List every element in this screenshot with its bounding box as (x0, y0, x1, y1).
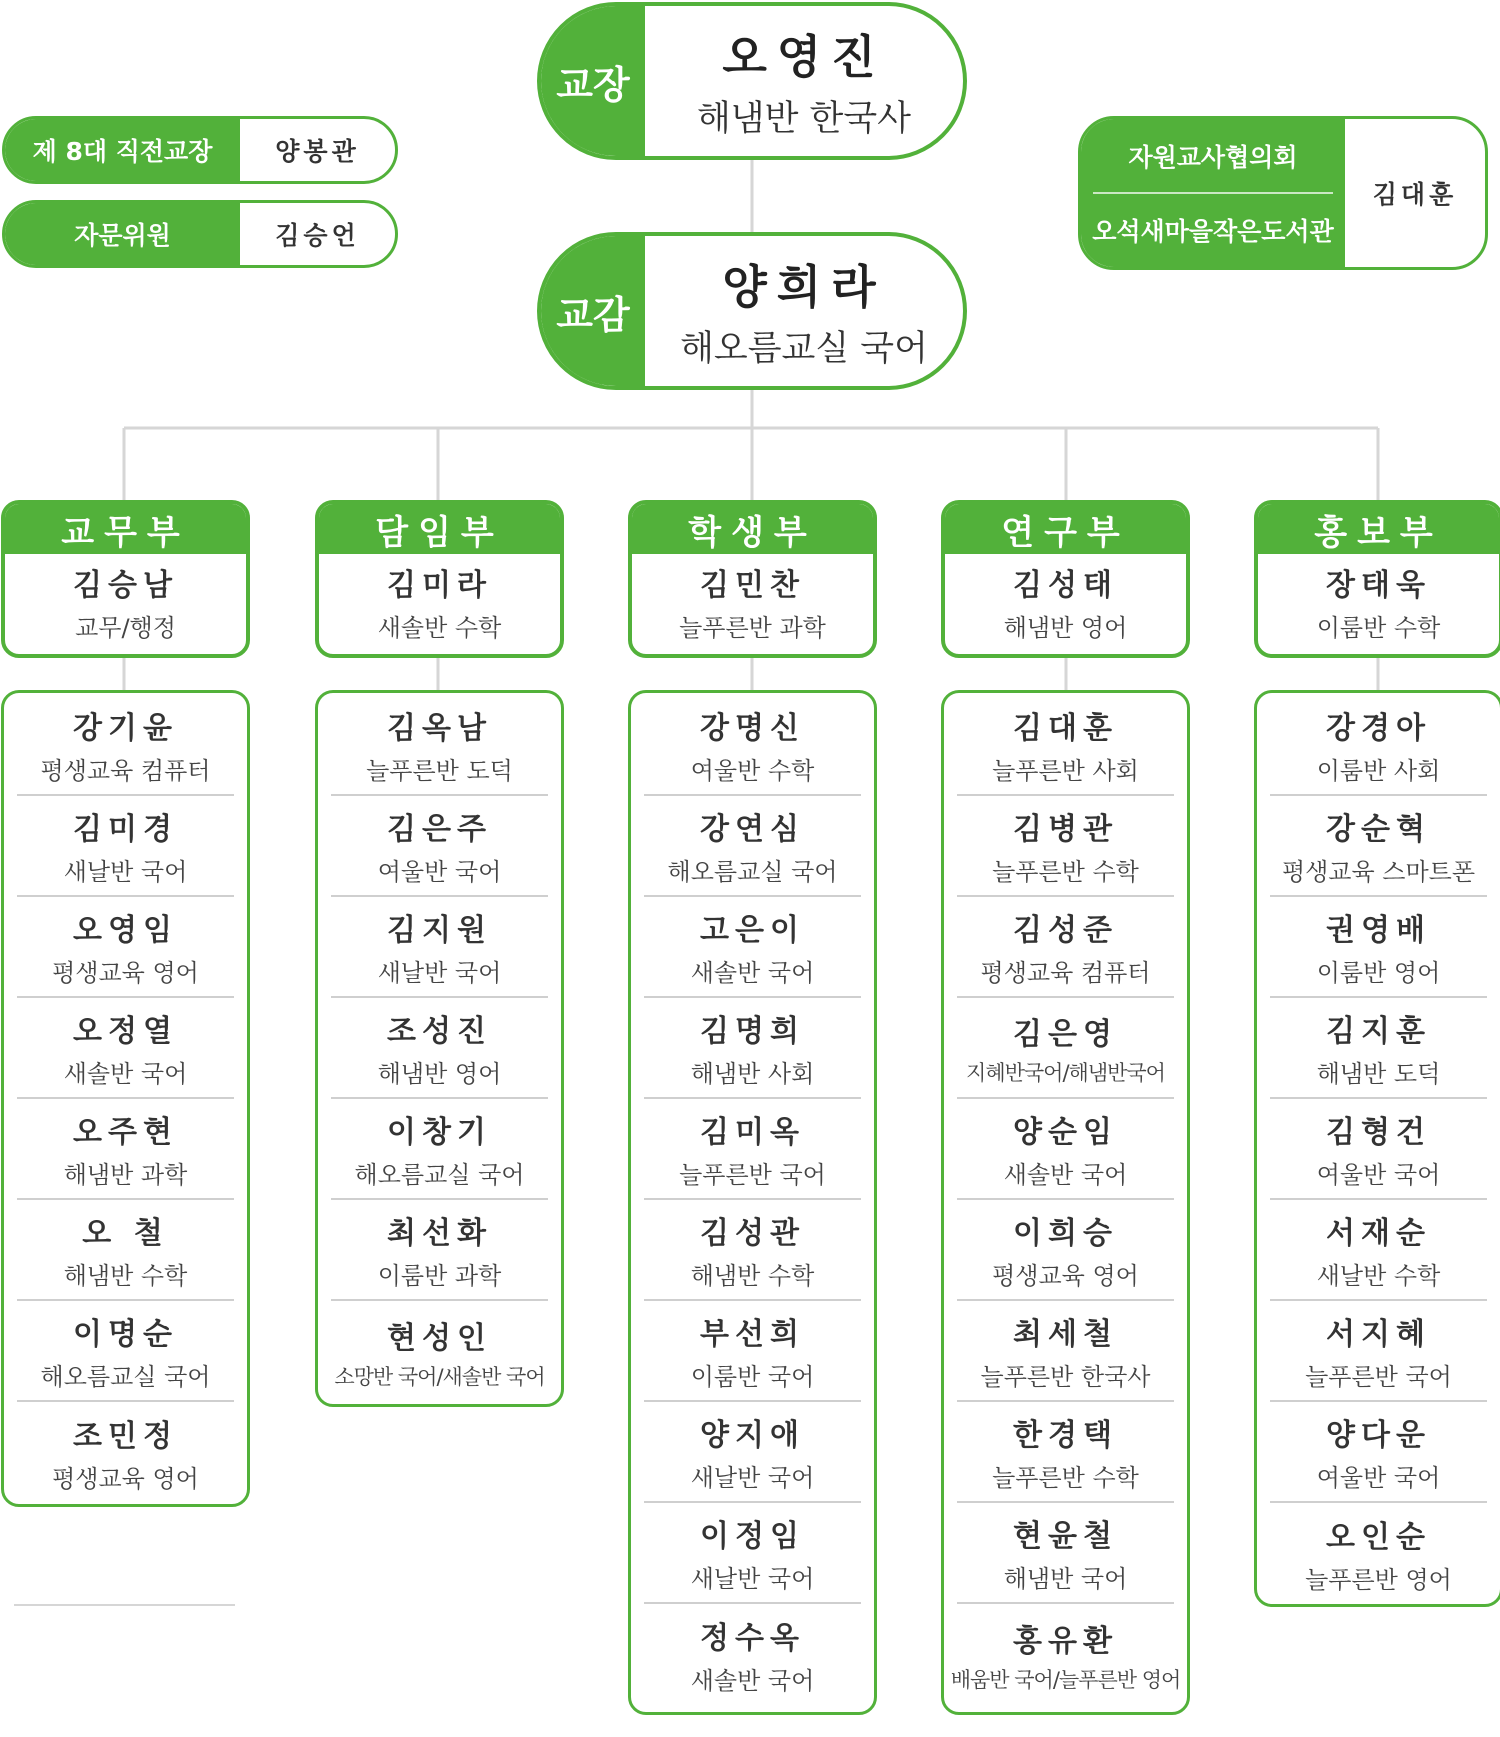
former-principal-box (2, 116, 398, 184)
dept-head-role: 이룸반 수학 (1316, 614, 1441, 642)
list-item (957, 897, 1174, 998)
member-name: 정수옥 (700, 1621, 805, 1656)
member-name: 김지훈 (1326, 1014, 1431, 1049)
list-item (644, 998, 861, 1099)
member-name: 오 철 (82, 1216, 169, 1251)
advisor-name: 김승언 (275, 221, 360, 250)
list-item (644, 897, 861, 998)
list-item (17, 1200, 234, 1301)
member-name: 이창기 (387, 1115, 492, 1150)
member-role: 평생교육 컴퓨터 (40, 757, 211, 785)
list-item (644, 695, 861, 796)
member-name: 오주현 (73, 1115, 178, 1150)
list-item (957, 1301, 1174, 1402)
list-item (644, 1200, 861, 1301)
dept-title: 교무부 (5, 504, 246, 554)
dept-head-name: 김승남 (73, 568, 178, 603)
list-item (331, 1200, 548, 1301)
member-role: 여울반 국어 (377, 858, 502, 886)
dept-head-name: 장태욱 (1326, 568, 1431, 603)
member-role: 해오름교실 국어 (667, 858, 838, 886)
member-role: 해냄반 수학 (63, 1262, 188, 1290)
member-role: 평생교육 영어 (992, 1262, 1139, 1290)
member-name: 김은영 (1013, 1016, 1118, 1052)
member-name: 이희승 (1013, 1216, 1118, 1251)
list-item (957, 796, 1174, 897)
council-box (1078, 116, 1488, 270)
member-name: 최세철 (1013, 1317, 1118, 1352)
vice-principal-box (537, 232, 967, 390)
list-item (957, 1402, 1174, 1503)
member-role: 해냄반 도덕 (1316, 1060, 1441, 1088)
member-role: 늘푸른반 영어 (1305, 1566, 1452, 1594)
member-name: 현윤철 (1013, 1519, 1118, 1554)
list-item (331, 695, 548, 796)
dept-title: 홍보부 (1258, 504, 1499, 554)
vice-principal-name: 양희라 (722, 260, 886, 314)
list-item (644, 1099, 861, 1200)
dept-members-list (628, 690, 877, 1715)
list-item (17, 1301, 234, 1402)
member-name: 김옥남 (387, 711, 492, 746)
member-name: 강경아 (1326, 711, 1431, 746)
list-item (331, 1099, 548, 1200)
member-name: 김명희 (700, 1014, 805, 1049)
list-item (1270, 998, 1487, 1099)
list-item (17, 998, 234, 1099)
dept-head-box (941, 500, 1190, 658)
member-name: 강명신 (700, 711, 805, 746)
member-name: 현성인 (387, 1320, 492, 1356)
member-name: 이명순 (73, 1317, 178, 1352)
list-item (957, 1099, 1174, 1200)
member-role: 이룸반 국어 (690, 1363, 815, 1391)
member-role: 평생교육 영어 (52, 959, 199, 987)
dept-title: 담임부 (319, 504, 560, 554)
council-label-1: 자원교사협의회 (1128, 143, 1298, 172)
list-item (17, 1402, 234, 1503)
member-role: 이룸반 영어 (1316, 959, 1441, 987)
member-name: 서지혜 (1326, 1317, 1431, 1352)
member-role: 새날반 국어 (63, 858, 188, 886)
advisor-box (2, 200, 398, 268)
former-principal-name: 양봉관 (275, 137, 360, 166)
member-role: 평생교육 영어 (52, 1465, 199, 1493)
dept-title: 연구부 (945, 504, 1186, 554)
member-name: 한경택 (1013, 1418, 1118, 1453)
member-name: 강연심 (700, 812, 805, 847)
list-item (644, 796, 861, 897)
member-role: 여울반 국어 (1316, 1464, 1441, 1492)
member-role: 늘푸른반 수학 (992, 858, 1139, 886)
member-name: 김성준 (1013, 913, 1118, 948)
member-role: 늘푸른반 국어 (679, 1161, 826, 1189)
member-role: 새날반 국어 (377, 959, 502, 987)
dept-head-role: 새솔반 수학 (377, 614, 502, 642)
member-name: 조민정 (73, 1419, 178, 1454)
member-role: 새날반 수학 (1316, 1262, 1441, 1290)
dept-members-list (1, 690, 250, 1507)
dept-head-name: 김성태 (1013, 568, 1118, 603)
member-role: 새솔반 국어 (1003, 1161, 1128, 1189)
dept-head-role: 해냄반 영어 (1003, 614, 1128, 642)
member-name: 김형건 (1326, 1115, 1431, 1150)
list-item (1270, 796, 1487, 897)
vice-principal-tag: 교감 (541, 236, 645, 386)
member-role: 늘푸른반 한국사 (980, 1363, 1151, 1391)
member-name: 양지애 (700, 1418, 805, 1453)
member-role: 여울반 수학 (690, 757, 815, 785)
list-item (331, 796, 548, 897)
member-role: 새날반 국어 (690, 1565, 815, 1593)
list-item (644, 1604, 861, 1705)
member-name: 최선화 (387, 1216, 492, 1251)
member-role: 해냄반 수학 (690, 1262, 815, 1290)
member-role: 늘푸른반 국어 (1305, 1363, 1452, 1391)
member-role: 평생교육 스마트폰 (1281, 858, 1476, 886)
member-role: 지혜반국어/해냄반국어 (966, 1060, 1165, 1085)
list-item (1270, 1200, 1487, 1301)
list-item (331, 897, 548, 998)
list-item (17, 1099, 234, 1200)
member-name: 양다운 (1326, 1418, 1431, 1453)
dept-title: 학생부 (632, 504, 873, 554)
member-name: 강순혁 (1326, 812, 1431, 847)
dept-members-list (315, 690, 564, 1407)
dept-members-list (941, 690, 1190, 1715)
dept-head-name: 김민찬 (700, 568, 805, 603)
list-item (1270, 897, 1487, 998)
member-name: 고은이 (700, 913, 805, 948)
member-name: 권영배 (1326, 913, 1431, 948)
member-role: 해오름교실 국어 (40, 1363, 211, 1391)
former-principal-label: 제 8대 직전교장 (5, 119, 240, 181)
member-role: 늘푸른반 사회 (992, 757, 1139, 785)
member-role: 해냄반 사회 (690, 1060, 815, 1088)
member-name: 김지원 (387, 913, 492, 948)
member-role: 평생교육 컴퓨터 (980, 959, 1151, 987)
dept-head-role: 교무/행정 (75, 614, 176, 642)
list-item (957, 998, 1174, 1099)
principal-box (537, 2, 967, 160)
list-item (644, 1301, 861, 1402)
member-role: 새날반 국어 (690, 1464, 815, 1492)
member-role: 늘푸른반 도덕 (366, 757, 513, 785)
member-name: 강기윤 (73, 711, 178, 746)
member-role: 해냄반 영어 (377, 1060, 502, 1088)
member-name: 김은주 (387, 812, 492, 847)
list-item (331, 998, 548, 1099)
member-role: 새솔반 국어 (63, 1060, 188, 1088)
member-name: 김성관 (700, 1216, 805, 1251)
list-item (1270, 1301, 1487, 1402)
list-item (17, 695, 234, 796)
dept-head-box (1254, 500, 1500, 658)
member-role: 새솔반 국어 (690, 959, 815, 987)
member-name: 오정열 (73, 1014, 178, 1049)
list-item (957, 695, 1174, 796)
dept-head-box (315, 500, 564, 658)
member-role: 이룸반 사회 (1316, 757, 1441, 785)
member-name: 오인순 (1326, 1520, 1431, 1555)
list-item (1270, 1099, 1487, 1200)
council-name: 김대훈 (1372, 180, 1458, 209)
list-item (1270, 1503, 1487, 1604)
vice-principal-role: 해오름교실 국어 (680, 329, 928, 369)
member-name: 김병관 (1013, 812, 1118, 847)
member-role: 해냄반 국어 (1003, 1565, 1128, 1593)
principal-tag: 교장 (541, 6, 645, 156)
member-name: 김대훈 (1013, 711, 1118, 746)
advisor-label: 자문위원 (5, 203, 240, 265)
member-name: 양순임 (1013, 1115, 1118, 1150)
council-divider (1093, 192, 1333, 194)
list-item (957, 1503, 1174, 1604)
dept-members-list (1254, 690, 1500, 1607)
list-item (17, 796, 234, 897)
member-role: 해오름교실 국어 (354, 1161, 525, 1189)
member-name: 부선희 (700, 1317, 805, 1352)
member-role: 이룸반 과학 (377, 1262, 502, 1290)
list-item (1270, 695, 1487, 796)
council-label-2: 오석새마을작은도서관 (1092, 217, 1334, 246)
list-item (950, 1604, 1181, 1705)
member-role: 늘푸른반 수학 (992, 1464, 1139, 1492)
dept-head-box (1, 500, 250, 658)
dept-head-name: 김미라 (387, 568, 492, 603)
member-name: 조성진 (387, 1014, 492, 1049)
member-role: 여울반 국어 (1316, 1161, 1441, 1189)
list-item (331, 1301, 548, 1402)
list-item (1270, 1402, 1487, 1503)
list-item (644, 1402, 861, 1503)
dept-head-role: 늘푸른반 과학 (679, 614, 826, 642)
member-role: 소망반 국어/새솔반 국어 (334, 1364, 545, 1389)
member-name: 김미옥 (700, 1115, 805, 1150)
list-item (957, 1200, 1174, 1301)
dept-head-box (628, 500, 877, 658)
member-role: 해냄반 과학 (63, 1161, 188, 1189)
member-name: 김미경 (73, 812, 178, 847)
member-name: 서재순 (1326, 1216, 1431, 1251)
principal-name: 오영진 (722, 30, 886, 84)
member-name: 이정임 (700, 1519, 805, 1554)
principal-role: 해냄반 한국사 (697, 99, 911, 139)
member-name: 오영임 (73, 913, 178, 948)
member-role: 새솔반 국어 (690, 1667, 815, 1695)
member-name: 홍유환 (1013, 1623, 1118, 1659)
member-role: 배움반 국어/늘푸른반 영어 (950, 1667, 1181, 1692)
list-item (644, 1503, 861, 1604)
list-item (17, 897, 234, 998)
